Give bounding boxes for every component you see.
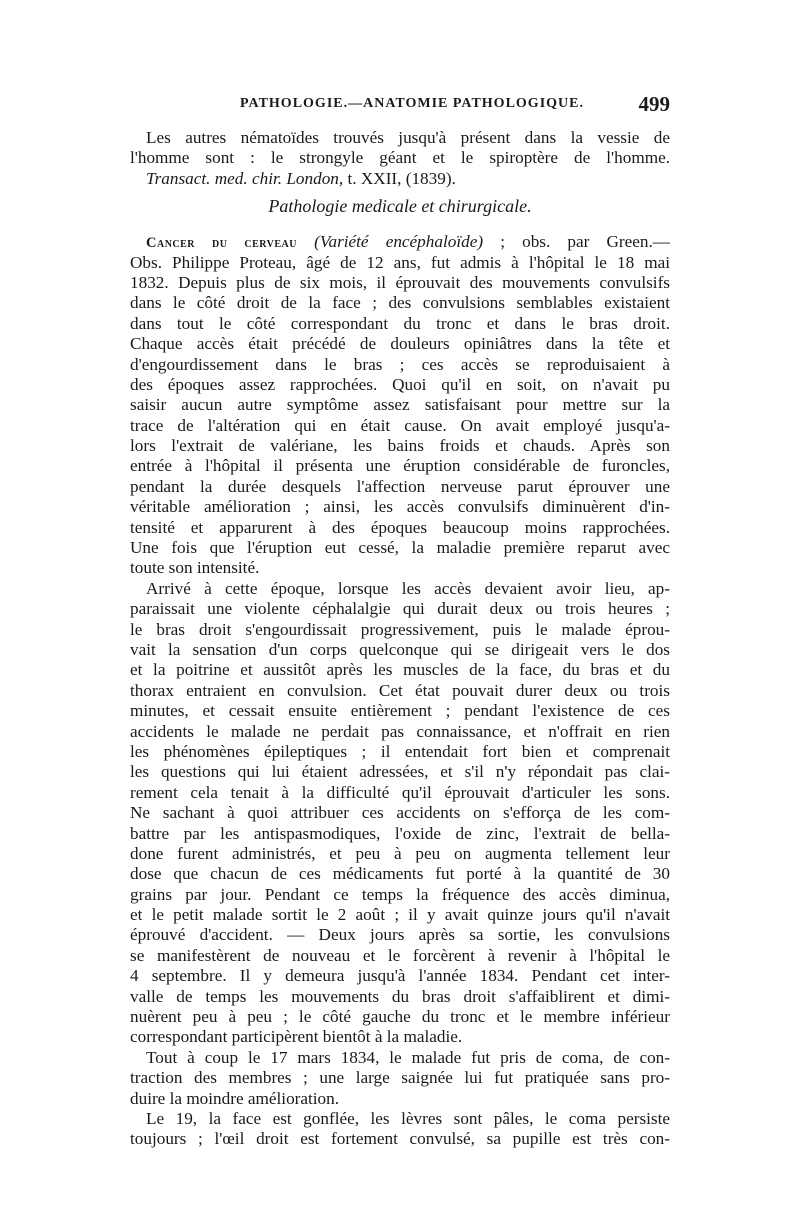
text-line: se manifestèrent de nouveau et le forcèrent à revenir à l'hôpital le: [130, 945, 670, 965]
text-line: thorax entraient en convulsion. Cet état pouvait durer deux ou trois: [130, 680, 670, 700]
page-number: 499: [638, 92, 670, 116]
text-line: Une fois que l'éruption eut cessé, la maladie première reparut avec: [130, 538, 670, 558]
text-line: dans le côté droit de la face ; des convulsions semblables existaient: [130, 293, 670, 313]
text-line: Tout à coup le 17 mars 1834, le malade fut pris de coma, de con-: [146, 1047, 670, 1067]
text-line: pendant la durée desquels l'affection nerveuse parut éprouver une: [130, 476, 670, 496]
text-line: trace de l'altération qui en était cause. On avait employé jusqu'a-: [130, 415, 670, 435]
text-line: tensité et apparurent à des époques beaucoup moins rapprochées.: [130, 517, 670, 537]
text-line: done furent administrés, et peu à peu on augmenta tellement leur: [130, 843, 670, 863]
running-title: PATHOLOGIE.—ANATOMIE PATHOLOGIQUE.: [240, 96, 584, 111]
text-line: l'homme sont : le strongyle géant et le spiroptère de l'homme.: [130, 148, 670, 168]
text-line: Les autres nématoïdes trouvés jusqu'à présent dans la vessie de: [146, 128, 670, 147]
case-paragraph-3: [130, 1048, 670, 1109]
text-line: éprouvé d'accident. — Deux jours après sa sortie, les convulsions: [130, 925, 670, 945]
text-line: d'engourdissement dans le bras ; ces accès se reproduisaient à: [130, 354, 670, 374]
page-header: [130, 94, 670, 118]
text-line: paraissait une violente céphalalgie qui durait deux ou trois heures ;: [130, 599, 670, 619]
text-line: vait la sensation d'un corps quelconque qui se dirigeait vers le dos: [130, 639, 670, 659]
text-line: saisir aucun autre symptôme assez satisfaisant pour mettre sur la: [130, 395, 670, 415]
text-line: les questions qui lui étaient adressées, et s'il n'y répondait pas clai-: [130, 762, 670, 782]
text-line: nuèrent peu à peu ; le côté gauche du tronc et le membre inférieur: [130, 1007, 670, 1027]
text-line: grains par jour. Pendant ce temps la fréquence des accès diminua,: [130, 884, 670, 904]
case-heading-title: Cancer du cerveau: [146, 235, 298, 252]
case-paragraph-1: [130, 232, 670, 579]
case-heading-author: ; obs. par Green.—: [483, 232, 670, 252]
section-title: Pathologie medicale et chirurgicale.: [268, 196, 532, 217]
text-line: rement cela tenait à la difficulté qu'il éprouvait d'articuler les sons.: [130, 782, 670, 802]
text-line: minutes, et cessait ensuite entièrement ; pendant l'existence de ces: [130, 701, 670, 721]
text-line: traction des membres ; une large saignée lui fut pratiquée sans pro-: [130, 1068, 670, 1088]
text-line: des époques assez rapprochées. Quoi qu'il en soit, on n'avait pu: [130, 374, 670, 394]
text-line: 1832. Depuis plus de six mois, il éprouvait des mouvements convulsifs: [130, 272, 670, 292]
intro-paragraph: [130, 128, 670, 189]
text-line: et la poitrine et aussitôt après les muscles de la face, du bras et du: [130, 660, 670, 680]
text-line: Obs. Philippe Proteau, âgé de 12 ans, fut admis à l'hôpital le 18 mai: [130, 252, 670, 272]
text-line: toute son intensité.: [130, 558, 260, 578]
text-line: 4 septembre. Il y demeura jusqu'à l'année 1834. Pendant cet inter-: [130, 966, 670, 986]
case-paragraph-2: [130, 579, 670, 1048]
text-line: Chaque accès était précédé de douleurs opiniâtres dans la tête et: [130, 334, 670, 354]
citation-volume: t. XXII, (1839).: [343, 168, 456, 188]
text-line: et le petit malade sortit le 2 août ; il y avait quinze jours qu'il n'avait: [130, 905, 670, 925]
text-line: les phénomènes épileptiques ; il entendait fort bien et comprenait: [130, 741, 670, 761]
text-line: Arrivé à cette époque, lorsque les accès devaient avoir lieu, ap-: [146, 578, 670, 598]
text-line: correspondant participèrent bientôt à la maladie.: [130, 1027, 463, 1047]
text-line: entrée à l'hôpital il présenta une éruption considérable de furoncles,: [130, 456, 670, 476]
text-line: le bras droit s'engourdissait progressivement, puis le malade éprou-: [130, 619, 670, 639]
text-line: Ne sachant à quoi attribuer ces accidents on s'efforça de les com-: [130, 803, 670, 823]
text-line: dans tout le côté correspondant du tronc et dans le bras droit.: [130, 313, 670, 333]
text-line: valle de temps les mouvements du bras droit s'affaiblirent et dimi-: [130, 986, 670, 1006]
text-line: accidents le malade ne perdait pas connaissance, et n'offrait en rien: [130, 721, 670, 741]
text-line: véritable amélioration ; ainsi, les accès convulsifs diminuèrent d'in-: [130, 497, 670, 517]
case-paragraph-4: [130, 1109, 670, 1150]
text-line: dose que chacun de ces médicaments fut porté à la quantité de 30: [130, 864, 670, 884]
text-line: Le 19, la face est gonflée, les lèvres sont pâles, le coma persiste: [146, 1108, 670, 1128]
citation-journal: Transact. med. chir. London,: [146, 168, 344, 188]
case-heading: [130, 232, 670, 252]
body-text: [130, 128, 670, 1150]
text-line: toujours ; l'œil droit est fortement convulsé, sa pupille est très con-: [130, 1129, 670, 1149]
case-heading-variety: (Variété encéphaloïde): [314, 232, 484, 252]
text-line: duire la moindre amélioration.: [130, 1088, 340, 1108]
text-line: lors l'extrait de valériane, les bains froids et chauds. Après son: [130, 436, 670, 456]
citation-line: [130, 169, 670, 189]
text-line: battre par les antispasmodiques, l'oxide de zinc, l'extrait de bella-: [130, 823, 670, 843]
